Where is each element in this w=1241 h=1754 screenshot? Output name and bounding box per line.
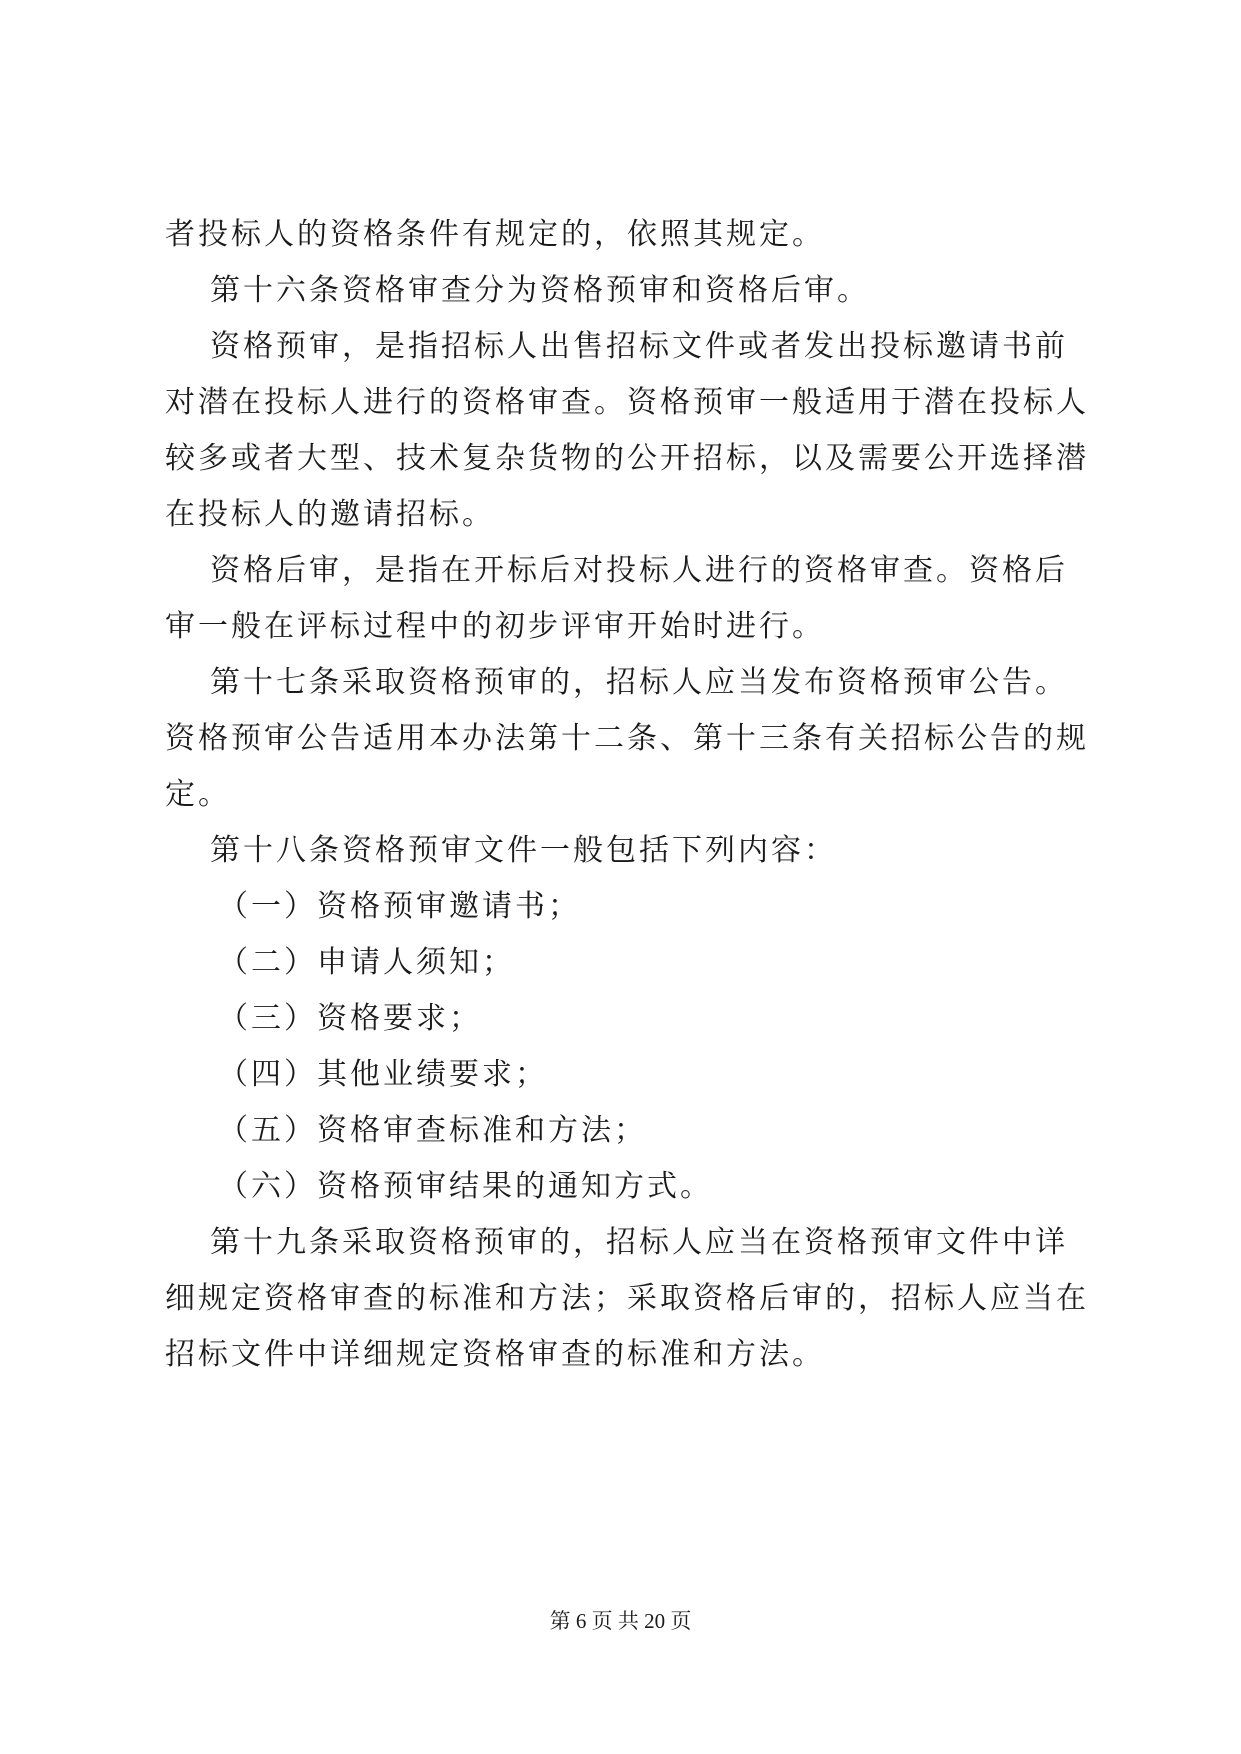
text-line: 者投标人的资格条件有规定的，依照其规定。 — [165, 217, 825, 252]
list-item: （一）资格预审邀请书； — [218, 889, 581, 924]
text-line: 定。 — [165, 777, 231, 812]
text-line: 细规定资格审查的标准和方法；采取资格后审的，招标人应当在 — [165, 1281, 1089, 1316]
page-number-footer: 第 6 页 共 20 页 — [549, 1609, 692, 1633]
list-item: （六）资格预审结果的通知方式。 — [218, 1169, 713, 1204]
list-item: （五）资格审查标准和方法； — [218, 1113, 647, 1148]
list-item: （二）申请人须知； — [218, 945, 515, 980]
article-19-heading: 第十九条采取资格预审的，招标人应当在资格预审文件中详 — [210, 1225, 1068, 1260]
text-line: 在投标人的邀请招标。 — [165, 497, 495, 532]
article-16-heading: 第十六条资格审查分为资格预审和资格后审。 — [210, 273, 870, 308]
article-17-heading: 第十七条采取资格预审的，招标人应当发布资格预审公告。 — [210, 665, 1068, 700]
list-item: （四）其他业绩要求； — [218, 1057, 548, 1092]
text-line: 资格后审，是指在开标后对投标人进行的资格审查。资格后 — [210, 553, 1068, 588]
article-18-heading: 第十八条资格预审文件一般包括下列内容： — [210, 833, 837, 868]
list-item: （三）资格要求； — [218, 1001, 482, 1036]
text-line: 资格预审公告适用本办法第十二条、第十三条有关招标公告的规 — [165, 721, 1089, 756]
text-line: 较多或者大型、技术复杂货物的公开招标，以及需要公开选择潜 — [165, 441, 1089, 476]
text-line: 对潜在投标人进行的资格审查。资格预审一般适用于潜在投标人 — [165, 385, 1089, 420]
text-line: 资格预审，是指招标人出售招标文件或者发出投标邀请书前 — [210, 329, 1068, 364]
text-line: 审一般在评标过程中的初步评审开始时进行。 — [165, 609, 825, 644]
text-line: 招标文件中详细规定资格审查的标准和方法。 — [165, 1337, 825, 1372]
